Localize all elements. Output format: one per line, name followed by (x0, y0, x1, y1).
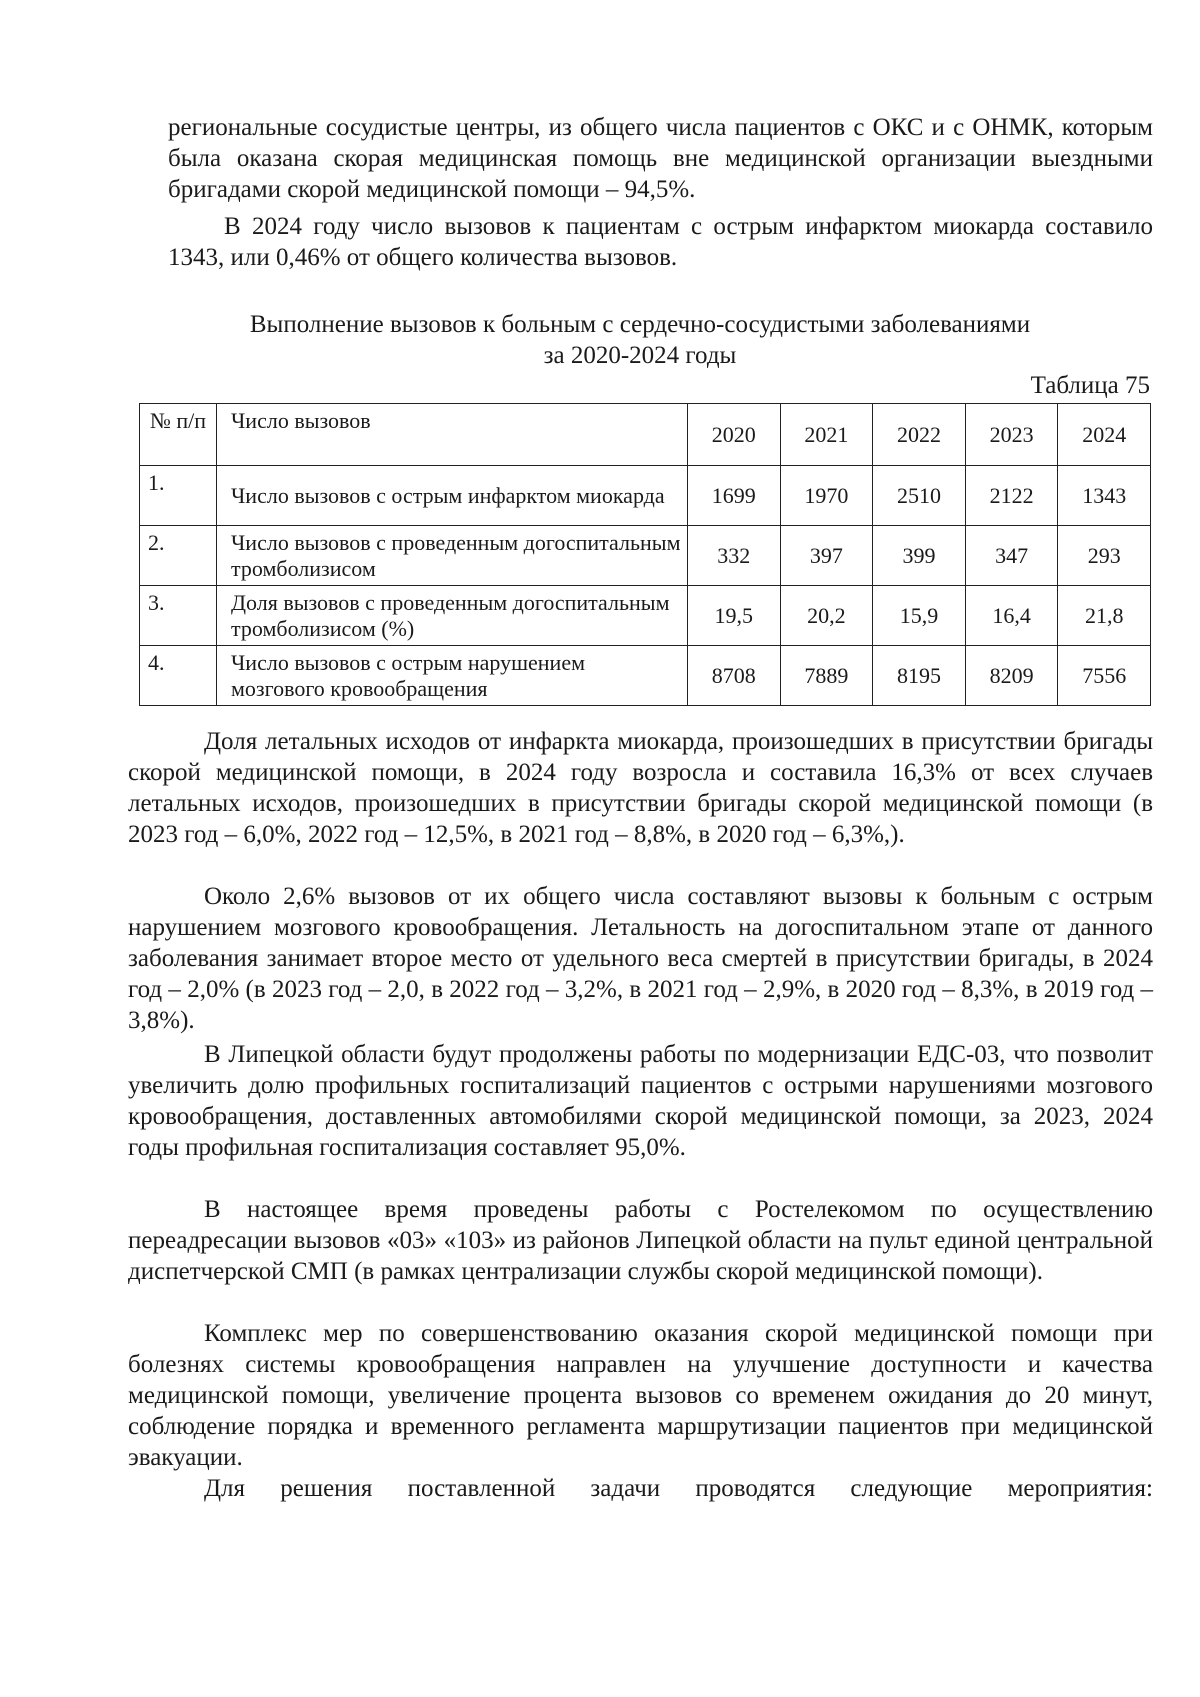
row-label: Число вызовов с острым инфарктом миокарда (217, 466, 688, 526)
cell-value: 397 (780, 526, 873, 586)
row-number: 4. (140, 646, 217, 706)
cell-value: 21,8 (1058, 586, 1151, 646)
cell-value: 7889 (780, 646, 873, 706)
row-label: Число вызовов с проведенным догоспитальным тромболизисом (217, 526, 688, 586)
cell-value: 16,4 (965, 586, 1058, 646)
row-label: Число вызовов с острым нарушением мозгового кровообращения (217, 646, 688, 706)
header-number: № п/п (140, 404, 217, 466)
header-calls: Число вызовов (217, 404, 688, 466)
table-title-line-2: за 2020-2024 годы (543, 342, 737, 369)
table-title-line-1: Выполнение вызовов к больным с сердечно-сосудистыми заболеваниями (249, 311, 1031, 338)
paragraph-lipetsk-modernization: В Липецкой области будут продолжены работы по модернизации ЕДС-03, что позволит увеличить долю профильных госпитализаций пациентов с острыми нарушениями мозгового кровообращения, доставленных автомобилями скорой медицинской помощи, за 2023, 2024 годы профильная госпитализация составляет 95,0%. (128, 1041, 1153, 1161)
table-title (130, 309, 1150, 371)
header-year: 2022 (873, 404, 966, 466)
row-number: 3. (140, 586, 217, 646)
cell-value: 1343 (1058, 466, 1151, 526)
paragraph-rostelecom: В настоящее время проведены работы с Ростелекомом по осуществлению переадресации вызовов «03» «103» из районов Липецкой области на пульт единой центральной диспетчерской СМП (в рамках централизации службы скорой медицинской помощи). (128, 1196, 1153, 1285)
cell-value: 347 (965, 526, 1058, 586)
row-label: Доля вызовов с проведенным догоспитальным тромболизисом (%) (217, 586, 688, 646)
cell-value: 15,9 (873, 586, 966, 646)
paragraph-regional-centers: региональные сосудистые центры, из общего числа пациентов с ОКС и с ОНМК, которым была оказана скорая медицинская помощь вне медицинской организации выездными бригадами скорой медицинской помощи – 94,5%. (168, 114, 1153, 203)
cell-value: 1699 (688, 466, 781, 526)
table-number-label: Таблица 75 (1030, 372, 1150, 399)
paragraph-calls-2024: В 2024 году число вызовов к пациентам с острым инфарктом миокарда составило 1343, или 0,46% от общего количества вызовов. (168, 213, 1153, 271)
row-number: 2. (140, 526, 217, 586)
table-row (140, 526, 1151, 586)
cell-value: 2122 (965, 466, 1058, 526)
paragraph-complex-measures: Комплекс мер по совершенствованию оказания скорой медицинской помощи при болезнях системы кровообращения направлен на улучшение доступности и качества медицинской помощи, увеличение процента вызовов со временем ожидания до 20 минут, соблюдение порядка и временного регламента маршрутизации пациентов при медицинской эвакуации. (128, 1320, 1153, 1471)
header-year: 2021 (780, 404, 873, 466)
cell-value: 7556 (1058, 646, 1151, 706)
cell-value: 2510 (873, 466, 966, 526)
paragraph-stroke-calls: Около 2,6% вызовов от их общего числа составляют вызовы к больным с острым нарушением мозгового кровообращения. Летальность на догоспитальном этапе от данного заболевания занимает второе место от удельного веса смертей в присутствии бригады, в 2024 год – 2,0% (в 2023 год – 2,0, в 2022 год – 3,2%, в 2021 год – 2,9%, в 2020 год – 8,3%, в 2019 год – 3,8%). (128, 883, 1153, 1034)
table-row (140, 646, 1151, 706)
cell-value: 332 (688, 526, 781, 586)
cell-value: 8195 (873, 646, 966, 706)
cell-value: 20,2 (780, 586, 873, 646)
table-row (140, 466, 1151, 526)
cell-value: 19,5 (688, 586, 781, 646)
row-number: 1. (140, 466, 217, 526)
header-year: 2020 (688, 404, 781, 466)
paragraph-lethal-outcomes: Доля летальных исходов от инфаркта миокарда, произошедших в присутствии бригады скорой медицинской помощи, в 2024 году возросла и составила 16,3% от всех случаев летальных исходов, произошедших в присутствии бригады скорой медицинской помощи (в 2023 год – 6,0%, 2022 год – 12,5%, в 2021 год – 8,8%, в 2020 год – 6,3%,). (128, 728, 1153, 848)
cell-value: 8708 (688, 646, 781, 706)
table-row (140, 586, 1151, 646)
table-header-row (140, 404, 1151, 466)
cell-value: 1970 (780, 466, 873, 526)
cell-value: 8209 (965, 646, 1058, 706)
calls-table (139, 403, 1151, 706)
cell-value: 293 (1058, 526, 1151, 586)
header-year: 2023 (965, 404, 1058, 466)
header-year: 2024 (1058, 404, 1151, 466)
paragraph-tasks: Для решения поставленной задачи проводятся следующие мероприятия: (204, 1475, 1153, 1502)
cell-value: 399 (873, 526, 966, 586)
